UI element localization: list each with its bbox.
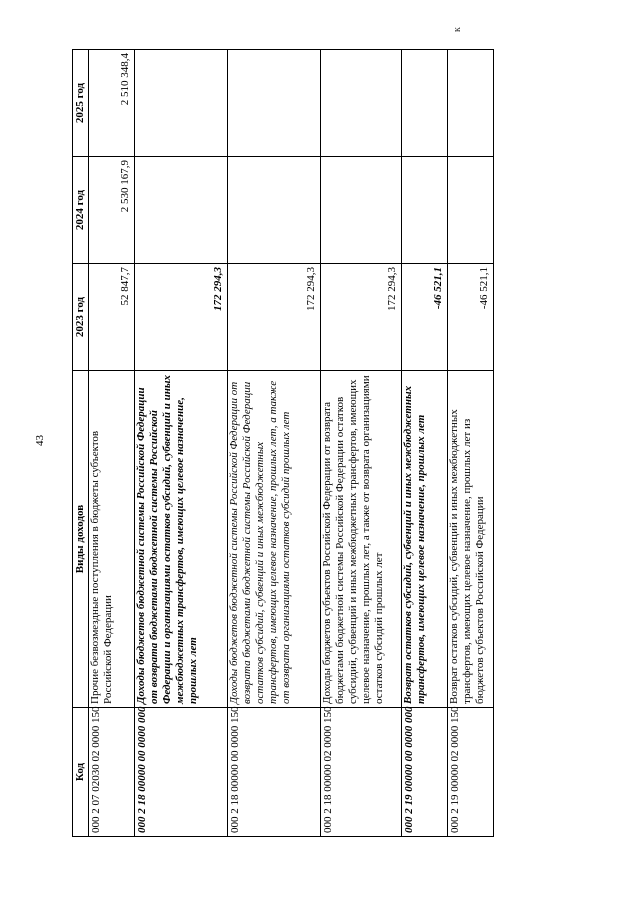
- header-code: Код: [73, 708, 89, 837]
- row-code: 000 2 19 00000 00 0000 000: [402, 708, 448, 837]
- row-value-2023: -46 521,1: [448, 264, 494, 371]
- header-2023: 2023 год: [73, 264, 89, 371]
- row-name: Доходы бюджетов бюджетной системы Российской Федерации от возврата бюджетами бюджетной системы Российской Федерации остатков субсидий, субвенций и иных межбюджетных трансфертов, имеющих целевое назначение, прошлых лет, а также от возврата организациями остатков субсидий прошлых лет: [228, 371, 321, 708]
- table-row: [135, 50, 228, 837]
- table-row: [402, 50, 448, 837]
- row-code: 000 2 18 00000 00 0000 000: [135, 708, 228, 837]
- corner-mark: к: [452, 27, 463, 32]
- row-value-2025: [228, 50, 321, 157]
- row-value-2024: [448, 157, 494, 264]
- row-name: Прочие безвозмездные поступления в бюджеты субъектов Российской Федерации: [89, 371, 135, 708]
- row-value-2023: 172 294,3: [321, 264, 402, 371]
- table-row: [228, 50, 321, 837]
- row-code: 000 2 07 02030 02 0000 150: [89, 708, 135, 837]
- row-value-2025: [321, 50, 402, 157]
- row-code: 000 2 18 00000 02 0000 150: [321, 708, 402, 837]
- row-name: Возврат остатков субсидий, субвенций и иных межбюджетных трансфертов, имеющих целевое назначение, прошлых лет: [402, 371, 448, 708]
- table-row: [321, 50, 402, 837]
- row-value-2024: [321, 157, 402, 264]
- revenue-table: [72, 49, 494, 837]
- row-name: Доходы бюджетов бюджетной системы Российской Федерации от возврата бюджетами бюджетной системы Российской Федерации и организациями остатков субсидий, субвенций и иных межбюджетных трансфертов, имеющих целевое назначение, прошлых лет: [135, 371, 228, 708]
- row-code: 000 2 18 00000 00 0000 150: [228, 708, 321, 837]
- row-value-2024: 2 530 167,9: [89, 157, 135, 264]
- page-number: 43: [34, 435, 46, 446]
- row-value-2024: [135, 157, 228, 264]
- row-value-2025: 2 510 348,4: [89, 50, 135, 157]
- header-2024: 2024 год: [73, 157, 89, 264]
- row-value-2024: [228, 157, 321, 264]
- row-value-2025: [448, 50, 494, 157]
- row-value-2023: 172 294,3: [228, 264, 321, 371]
- header-name: Виды доходов: [73, 371, 89, 708]
- row-value-2023: 52 847,7: [89, 264, 135, 371]
- table-row: [89, 50, 135, 837]
- table-row: [448, 50, 494, 837]
- row-value-2023: -46 521,1: [402, 264, 448, 371]
- table-header-row: [73, 50, 89, 837]
- row-name: Возврат остатков субсидий, субвенций и иных межбюджетных трансфертов, имеющих целевое назначение, прошлых лет из бюджетов субъектов Российской Федерации: [448, 371, 494, 708]
- row-value-2024: [402, 157, 448, 264]
- rotated-table-container: [72, 50, 490, 837]
- header-2025: 2025 год: [73, 50, 89, 157]
- row-value-2025: [402, 50, 448, 157]
- row-value-2023: 172 294,3: [135, 264, 228, 371]
- row-code: 000 2 19 00000 02 0000 150: [448, 708, 494, 837]
- row-name: Доходы бюджетов субъектов Российской Федерации от возврата бюджетами бюджетной системы Российской Федерации остатков субсидий, субвенций и иных межбюджетных трансфертов, имеющих целевое назначение, прошлых лет, а также от возврата организациями остатков субсидий прошлых лет: [321, 371, 402, 708]
- row-value-2025: [135, 50, 228, 157]
